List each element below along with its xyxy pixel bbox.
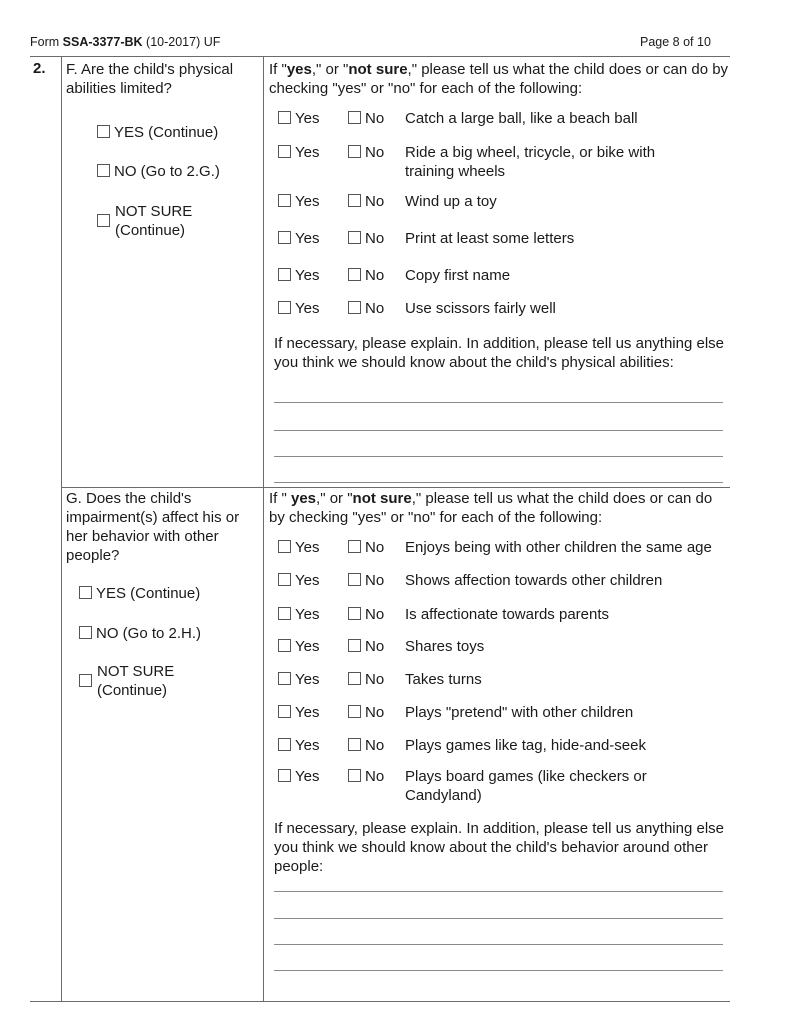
yes-label: Yes	[295, 110, 320, 127]
checkbox-icon[interactable]	[278, 268, 291, 281]
section-f-option-no[interactable]	[97, 162, 220, 181]
option-label-line1: NOT SURE	[97, 663, 175, 680]
item-description: Plays "pretend" with other children	[405, 704, 634, 721]
no-option[interactable]	[348, 266, 384, 285]
section-f-explain-line[interactable]	[274, 456, 723, 457]
section-g-question: G. Does the child's impairment(s) affect his or her behavior with other people?	[66, 490, 240, 564]
yes-option[interactable]	[278, 266, 319, 285]
checkbox-icon[interactable]	[278, 639, 291, 652]
item-description: Print at least some letters	[405, 230, 575, 247]
intro-text: ," please tell us what the child does or can do by checking "yes" or "no" for each of the following:	[269, 490, 713, 526]
yes-label: Yes	[295, 539, 320, 556]
yes-option[interactable]	[278, 143, 319, 162]
no-option[interactable]	[348, 637, 384, 656]
yes-label: Yes	[295, 193, 320, 210]
checkbox-icon[interactable]	[348, 111, 361, 124]
no-option[interactable]	[348, 143, 384, 162]
section-f-question: F. Are the child's physical abilities limited?	[66, 61, 234, 97]
no-label: No	[365, 737, 385, 754]
checkbox-icon[interactable]	[348, 639, 361, 652]
item-description: Catch a large ball, like a beach ball	[405, 110, 638, 127]
form-revision: (10-2017) UF	[146, 35, 221, 49]
item-description: Is affectionate towards parents	[405, 606, 610, 623]
item-description: Shares toys	[405, 638, 485, 655]
no-label: No	[365, 606, 385, 623]
intro-text: ," please tell us what the child does or can do by checking "yes" or "no" for each of the following:	[269, 61, 729, 97]
item-description: Plays games like tag, hide-and-seek	[405, 737, 646, 754]
yes-option[interactable]	[278, 192, 319, 211]
yes-option[interactable]	[278, 538, 319, 557]
no-option[interactable]	[348, 229, 384, 248]
checkbox-icon[interactable]	[278, 769, 291, 782]
column-divider-right	[263, 56, 264, 1002]
checkbox-icon[interactable]	[278, 738, 291, 751]
checkbox-icon[interactable]	[348, 145, 361, 158]
option-label-line2: (Continue)	[97, 682, 168, 699]
yes-option[interactable]	[278, 736, 319, 755]
yes-label: Yes	[295, 300, 320, 317]
checkbox-icon[interactable]	[97, 214, 110, 227]
no-label: No	[365, 638, 385, 655]
yes-option[interactable]	[278, 670, 319, 689]
checkbox-icon[interactable]	[278, 672, 291, 685]
no-label: No	[365, 539, 385, 556]
intro-bold: not sure	[348, 61, 408, 78]
yes-label: Yes	[295, 704, 320, 721]
checkbox-icon[interactable]	[79, 626, 92, 639]
checkbox-icon[interactable]	[278, 301, 291, 314]
yes-label: Yes	[295, 572, 320, 589]
item-description: Shows affection towards other children	[405, 572, 663, 589]
form-identifier	[30, 35, 220, 49]
no-label: No	[365, 300, 385, 317]
yes-label: Yes	[295, 230, 320, 247]
yes-label: Yes	[295, 737, 320, 754]
checkbox-icon[interactable]	[278, 705, 291, 718]
yes-option[interactable]	[278, 299, 319, 318]
intro-bold: yes	[291, 490, 317, 507]
intro-text: ," or "	[311, 61, 349, 78]
intro-text: ," or "	[316, 490, 353, 507]
yes-option[interactable]	[278, 109, 319, 128]
yes-option[interactable]	[278, 571, 319, 590]
checkbox-icon[interactable]	[348, 705, 361, 718]
no-label: No	[365, 704, 385, 721]
checkbox-icon[interactable]	[348, 738, 361, 751]
yes-label: Yes	[295, 638, 320, 655]
yes-label: Yes	[295, 671, 320, 688]
intro-bold: not sure	[352, 490, 412, 507]
no-option[interactable]	[348, 736, 384, 755]
checkbox-icon[interactable]	[348, 573, 361, 586]
section-f-intro	[269, 60, 734, 98]
checkbox-icon[interactable]	[348, 301, 361, 314]
no-label: No	[365, 193, 385, 210]
checkbox-icon[interactable]	[79, 674, 92, 687]
bottom-rule	[30, 1001, 730, 1002]
section-g-option-no[interactable]	[79, 624, 201, 643]
yes-label: Yes	[295, 768, 320, 785]
checkbox-icon[interactable]	[348, 769, 361, 782]
no-option[interactable]	[348, 767, 384, 786]
no-label: No	[365, 671, 385, 688]
section-g-explain-line[interactable]	[274, 970, 723, 971]
yes-label: Yes	[295, 144, 320, 161]
form-prefix: Form	[30, 35, 60, 49]
section-g-explain-line[interactable]	[274, 918, 723, 919]
option-label-line1: NOT SURE	[115, 203, 193, 220]
intro-bold: yes	[286, 61, 312, 78]
no-option[interactable]	[348, 670, 384, 689]
section-divider	[61, 487, 730, 488]
yes-option[interactable]	[278, 229, 319, 248]
checkbox-icon[interactable]	[278, 540, 291, 553]
item-description: Takes turns	[405, 671, 482, 688]
option-label: NO (Go to 2.G.)	[114, 163, 220, 180]
no-option[interactable]	[348, 538, 384, 557]
intro-text: If "	[269, 490, 291, 507]
intro-text: If "	[269, 61, 287, 78]
section-f-explain-line[interactable]	[274, 430, 723, 431]
no-label: No	[365, 267, 385, 284]
page-number: Page 8 of 10	[640, 35, 711, 49]
no-label: No	[365, 144, 385, 161]
item-description: Copy first name	[405, 267, 511, 284]
item-description: Ride a big wheel, tricycle, or bike with training wheels	[405, 144, 656, 180]
top-rule	[30, 56, 730, 57]
checkbox-icon[interactable]	[97, 125, 110, 138]
checkbox-icon[interactable]	[348, 268, 361, 281]
section-g-explain-line[interactable]	[274, 944, 723, 945]
item-description: Use scissors fairly well	[405, 300, 556, 317]
option-label: YES (Continue)	[114, 124, 219, 141]
item-description: Plays board games (like checkers or Candyland)	[405, 768, 647, 804]
checkbox-icon[interactable]	[278, 231, 291, 244]
yes-option[interactable]	[278, 767, 319, 786]
section-f-explain-line[interactable]	[274, 482, 723, 483]
yes-label: Yes	[295, 267, 320, 284]
section-g-explain-prompt: If necessary, please explain. In addition, please tell us anything else you think we should know about the child's behavior around other people:	[274, 820, 724, 875]
checkbox-icon[interactable]	[278, 607, 291, 620]
checkbox-icon[interactable]	[348, 607, 361, 620]
section-g-option-yes[interactable]	[79, 584, 200, 603]
item-description: Enjoys being with other children the same age	[405, 539, 712, 556]
section-g-intro	[269, 489, 724, 527]
checkbox-icon[interactable]	[348, 231, 361, 244]
no-label: No	[365, 110, 385, 127]
no-option[interactable]	[348, 299, 384, 318]
no-option[interactable]	[348, 192, 384, 211]
option-label-line2: (Continue)	[115, 222, 186, 239]
checkbox-icon[interactable]	[278, 573, 291, 586]
no-label: No	[365, 230, 385, 247]
yes-option[interactable]	[278, 637, 319, 656]
form-id: SSA-3377-BK	[62, 35, 143, 49]
question-number: 2.	[33, 60, 46, 77]
no-option[interactable]	[348, 571, 384, 590]
no-label: No	[365, 572, 385, 589]
section-f-option-yes[interactable]	[97, 123, 218, 142]
column-divider-left	[61, 56, 62, 1002]
no-label: No	[365, 768, 385, 785]
option-label: NO (Go to 2.H.)	[96, 625, 202, 642]
no-option[interactable]	[348, 605, 384, 624]
section-f-explain-line[interactable]	[274, 402, 723, 403]
checkbox-icon[interactable]	[278, 111, 291, 124]
section-g-explain-line[interactable]	[274, 891, 723, 892]
checkbox-icon[interactable]	[348, 540, 361, 553]
checkbox-icon[interactable]	[278, 145, 291, 158]
checkbox-icon[interactable]	[348, 672, 361, 685]
checkbox-icon[interactable]	[79, 586, 92, 599]
checkbox-icon[interactable]	[348, 194, 361, 207]
item-description: Wind up a toy	[405, 193, 497, 210]
no-option[interactable]	[348, 109, 384, 128]
section-f-explain-prompt: If necessary, please explain. In addition, please tell us anything else you think we should know about the child's physical abilities:	[274, 335, 724, 371]
option-label: YES (Continue)	[96, 585, 201, 602]
checkbox-icon[interactable]	[97, 164, 110, 177]
no-option[interactable]	[348, 703, 384, 722]
yes-option[interactable]	[278, 703, 319, 722]
yes-label: Yes	[295, 606, 320, 623]
yes-option[interactable]	[278, 605, 319, 624]
checkbox-icon[interactable]	[278, 194, 291, 207]
